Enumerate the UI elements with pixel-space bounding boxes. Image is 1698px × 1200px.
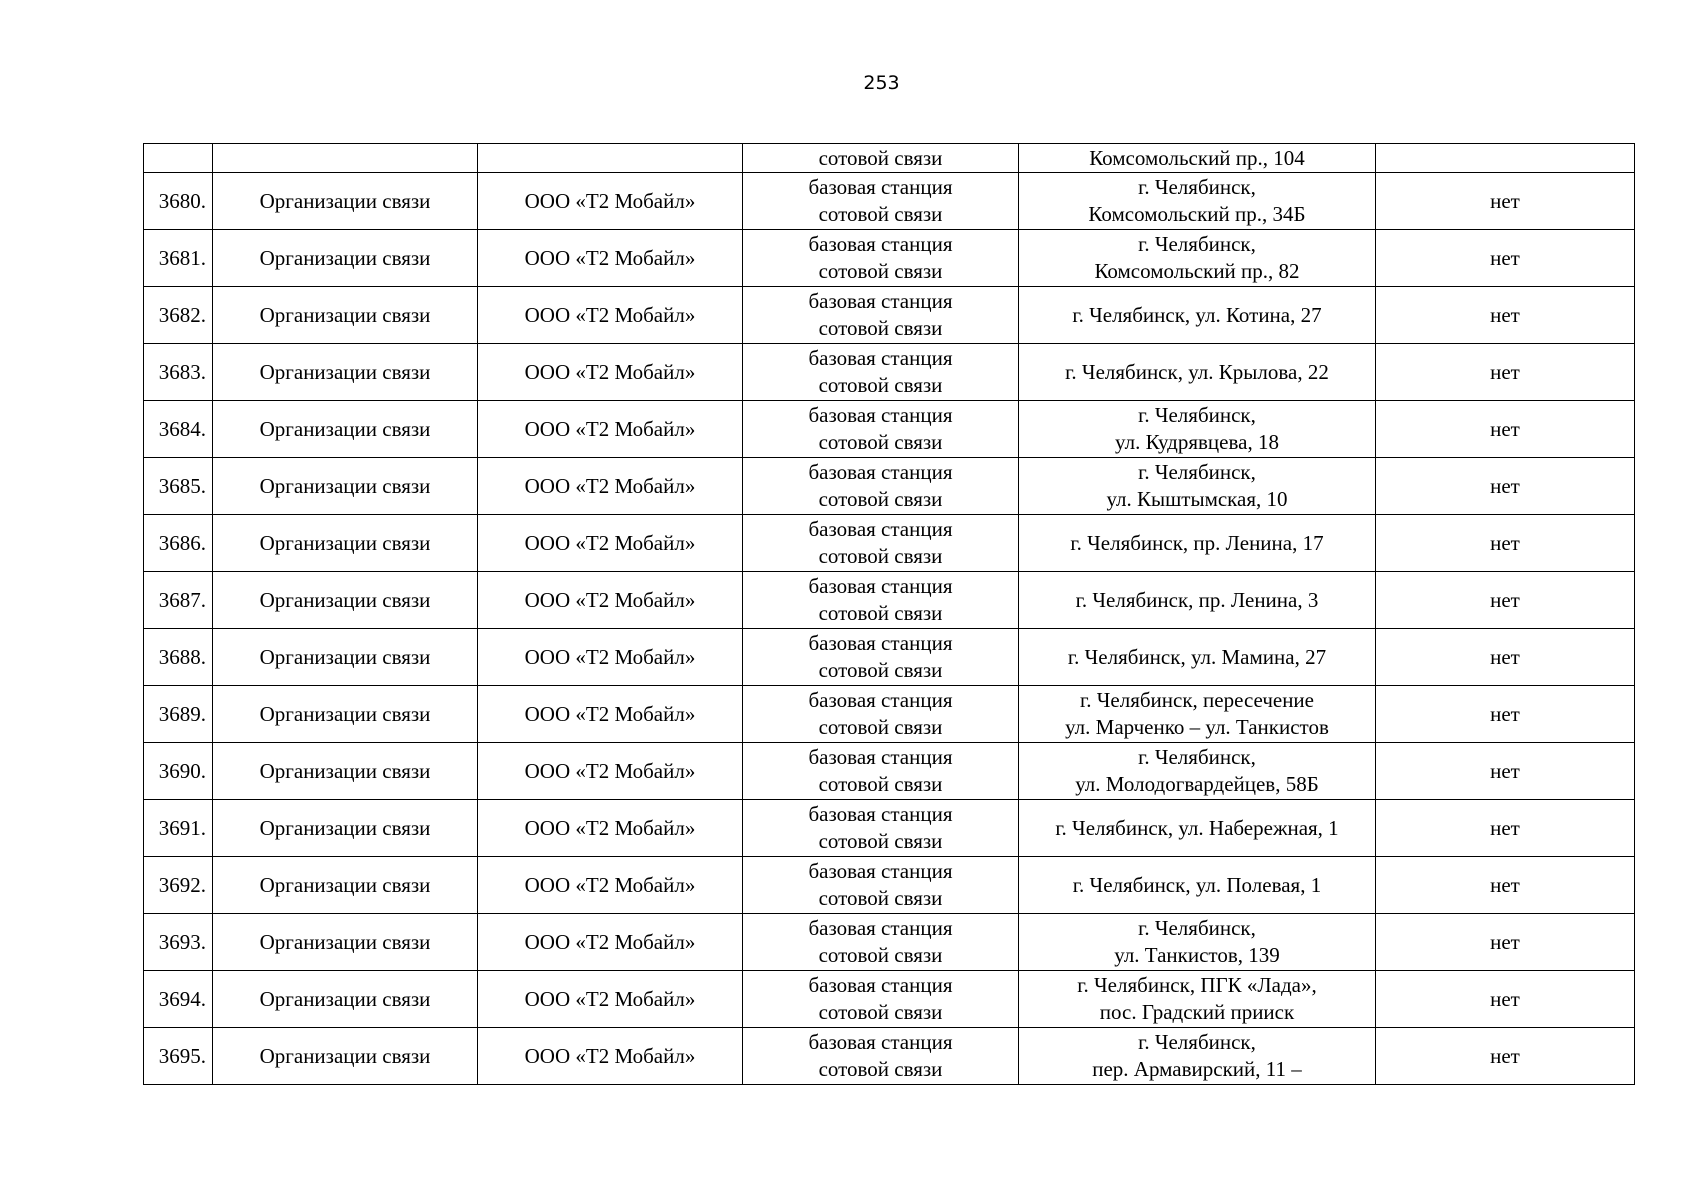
cell-category: Организации связи bbox=[213, 800, 478, 857]
cell-type bbox=[743, 1028, 1019, 1085]
cell-category: Организации связи bbox=[213, 914, 478, 971]
cell-address bbox=[1019, 686, 1376, 743]
cell-type-line: сотовой связи bbox=[818, 316, 943, 340]
cell-address-line: ул. Кудрявцева, 18 bbox=[1115, 430, 1279, 454]
cell-type bbox=[743, 914, 1019, 971]
cell-type bbox=[743, 629, 1019, 686]
cell-type: сотовой связи bbox=[743, 144, 1019, 173]
cell-address bbox=[1019, 515, 1376, 572]
cell-num: 3682. bbox=[144, 287, 213, 344]
cell-address bbox=[1019, 230, 1376, 287]
cell-status: нет bbox=[1376, 173, 1635, 230]
cell-num bbox=[144, 144, 213, 173]
cell-category: Организации связи bbox=[213, 686, 478, 743]
cell-status: нет bbox=[1376, 743, 1635, 800]
cell-type-line: базовая станция bbox=[808, 745, 953, 769]
table-row bbox=[144, 1028, 1635, 1085]
cell-type-line: сотовой связи bbox=[818, 829, 943, 853]
cell-type-line: базовая станция bbox=[808, 631, 953, 655]
cell-num: 3690. bbox=[144, 743, 213, 800]
cell-type-line: базовая станция bbox=[808, 289, 953, 313]
cell-org: ООО «Т2 Мобайл» bbox=[478, 515, 743, 572]
cell-address-line: г. Челябинск, ул. Котина, 27 bbox=[1072, 302, 1322, 327]
cell-num: 3688. bbox=[144, 629, 213, 686]
table-row bbox=[144, 287, 1635, 344]
cell-type-line: сотовой связи bbox=[818, 487, 943, 511]
cell-type-line: базовая станция bbox=[808, 346, 953, 370]
cell-category: Организации связи bbox=[213, 230, 478, 287]
cell-num: 3685. bbox=[144, 458, 213, 515]
cell-address-line: г. Челябинск, bbox=[1138, 460, 1256, 484]
cell-category: Организации связи bbox=[213, 515, 478, 572]
cell-org: ООО «Т2 Мобайл» bbox=[478, 629, 743, 686]
cell-type-line: сотовой связи bbox=[818, 886, 943, 910]
cell-type bbox=[743, 287, 1019, 344]
cell-type-line: сотовой связи bbox=[818, 601, 943, 625]
cell-address-line: Комсомольский пр., 34Б bbox=[1088, 202, 1306, 226]
cell-num: 3689. bbox=[144, 686, 213, 743]
cell-type bbox=[743, 800, 1019, 857]
cell-address-line: г. Челябинск, bbox=[1138, 916, 1256, 940]
cell-num: 3684. bbox=[144, 401, 213, 458]
cell-type-line: базовая станция bbox=[808, 175, 953, 199]
cell-status: нет bbox=[1376, 629, 1635, 686]
cell-org: ООО «Т2 Мобайл» bbox=[478, 743, 743, 800]
cell-type bbox=[743, 458, 1019, 515]
cell-address-line: пер. Армавирский, 11 – bbox=[1092, 1057, 1302, 1081]
cell-category: Организации связи bbox=[213, 1028, 478, 1085]
cell-category: Организации связи bbox=[213, 743, 478, 800]
cell-org bbox=[478, 144, 743, 173]
cell-address bbox=[1019, 629, 1376, 686]
cell-address bbox=[1019, 458, 1376, 515]
cell-status: нет bbox=[1376, 971, 1635, 1028]
cell-org: ООО «Т2 Мобайл» bbox=[478, 344, 743, 401]
cell-status: нет bbox=[1376, 401, 1635, 458]
cell-type-line: сотовой связи bbox=[818, 715, 943, 739]
cell-type bbox=[743, 344, 1019, 401]
cell-category: Организации связи bbox=[213, 629, 478, 686]
cell-type bbox=[743, 686, 1019, 743]
cell-address-line: г. Челябинск, ул. Мамина, 27 bbox=[1067, 644, 1327, 669]
cell-org: ООО «Т2 Мобайл» bbox=[478, 173, 743, 230]
cell-address-line: г. Челябинск, пр. Ленина, 17 bbox=[1070, 530, 1324, 555]
cell-type-line: сотовой связи bbox=[818, 943, 943, 967]
cell-address bbox=[1019, 344, 1376, 401]
cell-type-line: сотовой связи bbox=[818, 202, 943, 226]
cell-status: нет bbox=[1376, 914, 1635, 971]
cell-address-line: г. Челябинск, bbox=[1138, 175, 1256, 199]
cell-status: нет bbox=[1376, 572, 1635, 629]
cell-type-line: базовая станция bbox=[808, 1030, 953, 1054]
cell-type-line: сотовой связи bbox=[818, 373, 943, 397]
cell-type-line: сотовой связи bbox=[818, 658, 943, 682]
cell-org: ООО «Т2 Мобайл» bbox=[478, 401, 743, 458]
table-row bbox=[144, 230, 1635, 287]
cell-type bbox=[743, 230, 1019, 287]
cell-org: ООО «Т2 Мобайл» bbox=[478, 800, 743, 857]
cell-status: нет bbox=[1376, 230, 1635, 287]
cell-address-line: Комсомольский пр., 82 bbox=[1094, 259, 1300, 283]
cell-address-line: ул. Танкистов, 139 bbox=[1114, 943, 1280, 967]
table-row bbox=[144, 857, 1635, 914]
cell-org: ООО «Т2 Мобайл» bbox=[478, 914, 743, 971]
cell-num: 3680. bbox=[144, 173, 213, 230]
cell-category bbox=[213, 144, 478, 173]
table-row bbox=[144, 572, 1635, 629]
cell-address-line: г. Челябинск, ул. Набережная, 1 bbox=[1055, 815, 1339, 840]
cell-type-line: сотовой связи bbox=[818, 544, 943, 568]
cell-status: нет bbox=[1376, 458, 1635, 515]
cell-category: Организации связи bbox=[213, 344, 478, 401]
table-row bbox=[144, 800, 1635, 857]
cell-type-line: базовая станция bbox=[808, 232, 953, 256]
cell-category: Организации связи bbox=[213, 572, 478, 629]
cell-type-line: базовая станция bbox=[808, 517, 953, 541]
registry-table-body bbox=[144, 144, 1635, 1085]
cell-status: нет bbox=[1376, 515, 1635, 572]
cell-org: ООО «Т2 Мобайл» bbox=[478, 1028, 743, 1085]
cell-type-line: базовая станция bbox=[808, 574, 953, 598]
table-row bbox=[144, 401, 1635, 458]
cell-num: 3695. bbox=[144, 1028, 213, 1085]
cell-address-line: г. Челябинск, ул. Полевая, 1 bbox=[1072, 872, 1322, 897]
cell-category: Организации связи bbox=[213, 287, 478, 344]
cell-address-line: г. Челябинск, пересечение bbox=[1080, 688, 1314, 712]
cell-org: ООО «Т2 Мобайл» bbox=[478, 971, 743, 1028]
cell-address-line: г. Челябинск, пр. Ленина, 3 bbox=[1075, 587, 1319, 612]
cell-address-line: ул. Молодогвардейцев, 58Б bbox=[1075, 772, 1319, 796]
table-row bbox=[144, 173, 1635, 230]
cell-type-line: сотовой связи bbox=[818, 1000, 943, 1024]
cell-type-line: сотовой связи bbox=[818, 430, 943, 454]
cell-type bbox=[743, 515, 1019, 572]
cell-address bbox=[1019, 857, 1376, 914]
cell-status: нет bbox=[1376, 857, 1635, 914]
cell-type-line: базовая станция bbox=[808, 460, 953, 484]
table-row bbox=[144, 629, 1635, 686]
cell-address-line: г. Челябинск, ул. Крылова, 22 bbox=[1065, 359, 1329, 384]
cell-type bbox=[743, 743, 1019, 800]
cell-address bbox=[1019, 401, 1376, 458]
table-row bbox=[144, 914, 1635, 971]
table-row bbox=[144, 743, 1635, 800]
cell-type-line: базовая станция bbox=[808, 973, 953, 997]
cell-address-line: г. Челябинск, bbox=[1138, 1030, 1256, 1054]
cell-type-line: базовая станция bbox=[808, 859, 953, 883]
cell-category: Организации связи bbox=[213, 173, 478, 230]
cell-type bbox=[743, 401, 1019, 458]
cell-status bbox=[1376, 144, 1635, 173]
cell-address bbox=[1019, 743, 1376, 800]
cell-category: Организации связи bbox=[213, 401, 478, 458]
cell-type-line: базовая станция bbox=[808, 916, 953, 940]
cell-type-line: сотовой связи bbox=[818, 772, 943, 796]
cell-type bbox=[743, 572, 1019, 629]
cell-address-line: г. Челябинск, bbox=[1138, 232, 1256, 256]
cell-org: ООО «Т2 Мобайл» bbox=[478, 686, 743, 743]
cell-type-line: базовая станция bbox=[808, 688, 953, 712]
cell-num: 3691. bbox=[144, 800, 213, 857]
cell-num: 3686. bbox=[144, 515, 213, 572]
cell-type bbox=[743, 857, 1019, 914]
cell-type bbox=[743, 173, 1019, 230]
cell-status: нет bbox=[1376, 686, 1635, 743]
cell-org: ООО «Т2 Мобайл» bbox=[478, 857, 743, 914]
cell-status: нет bbox=[1376, 800, 1635, 857]
cell-address bbox=[1019, 173, 1376, 230]
cell-num: 3687. bbox=[144, 572, 213, 629]
cell-type-line: сотовой связи bbox=[818, 1057, 943, 1081]
cell-status: нет bbox=[1376, 287, 1635, 344]
table-row bbox=[144, 458, 1635, 515]
registry-table bbox=[143, 143, 1635, 1085]
cell-num: 3694. bbox=[144, 971, 213, 1028]
cell-category: Организации связи bbox=[213, 857, 478, 914]
cell-address bbox=[1019, 971, 1376, 1028]
cell-type-line: базовая станция bbox=[808, 403, 953, 427]
cell-address bbox=[1019, 914, 1376, 971]
cell-status: нет bbox=[1376, 344, 1635, 401]
cell-address bbox=[1019, 1028, 1376, 1085]
table-row bbox=[144, 515, 1635, 572]
cell-org: ООО «Т2 Мобайл» bbox=[478, 287, 743, 344]
cell-org: ООО «Т2 Мобайл» bbox=[478, 572, 743, 629]
cell-category: Организации связи bbox=[213, 971, 478, 1028]
cell-org: ООО «Т2 Мобайл» bbox=[478, 458, 743, 515]
table-row bbox=[144, 344, 1635, 401]
cell-status: нет bbox=[1376, 1028, 1635, 1085]
table-row bbox=[144, 686, 1635, 743]
cell-address-line: г. Челябинск, ПГК «Лада», bbox=[1077, 973, 1317, 997]
cell-type-line: базовая станция bbox=[808, 802, 953, 826]
continuation-row bbox=[144, 144, 1635, 173]
cell-type-line: сотовой связи bbox=[818, 259, 943, 283]
cell-num: 3693. bbox=[144, 914, 213, 971]
cell-address: Комсомольский пр., 104 bbox=[1019, 144, 1376, 173]
cell-address-line: ул. Марченко – ул. Танкистов bbox=[1065, 715, 1329, 739]
cell-num: 3683. bbox=[144, 344, 213, 401]
table-row bbox=[144, 971, 1635, 1028]
cell-address bbox=[1019, 287, 1376, 344]
cell-num: 3681. bbox=[144, 230, 213, 287]
cell-address-line: ул. Кыштымская, 10 bbox=[1106, 487, 1288, 511]
cell-org: ООО «Т2 Мобайл» bbox=[478, 230, 743, 287]
cell-address bbox=[1019, 572, 1376, 629]
cell-address-line: г. Челябинск, bbox=[1138, 403, 1256, 427]
cell-num: 3692. bbox=[144, 857, 213, 914]
page-number: 253 bbox=[863, 72, 900, 94]
cell-address-line: г. Челябинск, bbox=[1138, 745, 1256, 769]
cell-type bbox=[743, 971, 1019, 1028]
cell-address-line: пос. Градский прииск bbox=[1099, 1000, 1295, 1024]
cell-address bbox=[1019, 800, 1376, 857]
cell-category: Организации связи bbox=[213, 458, 478, 515]
